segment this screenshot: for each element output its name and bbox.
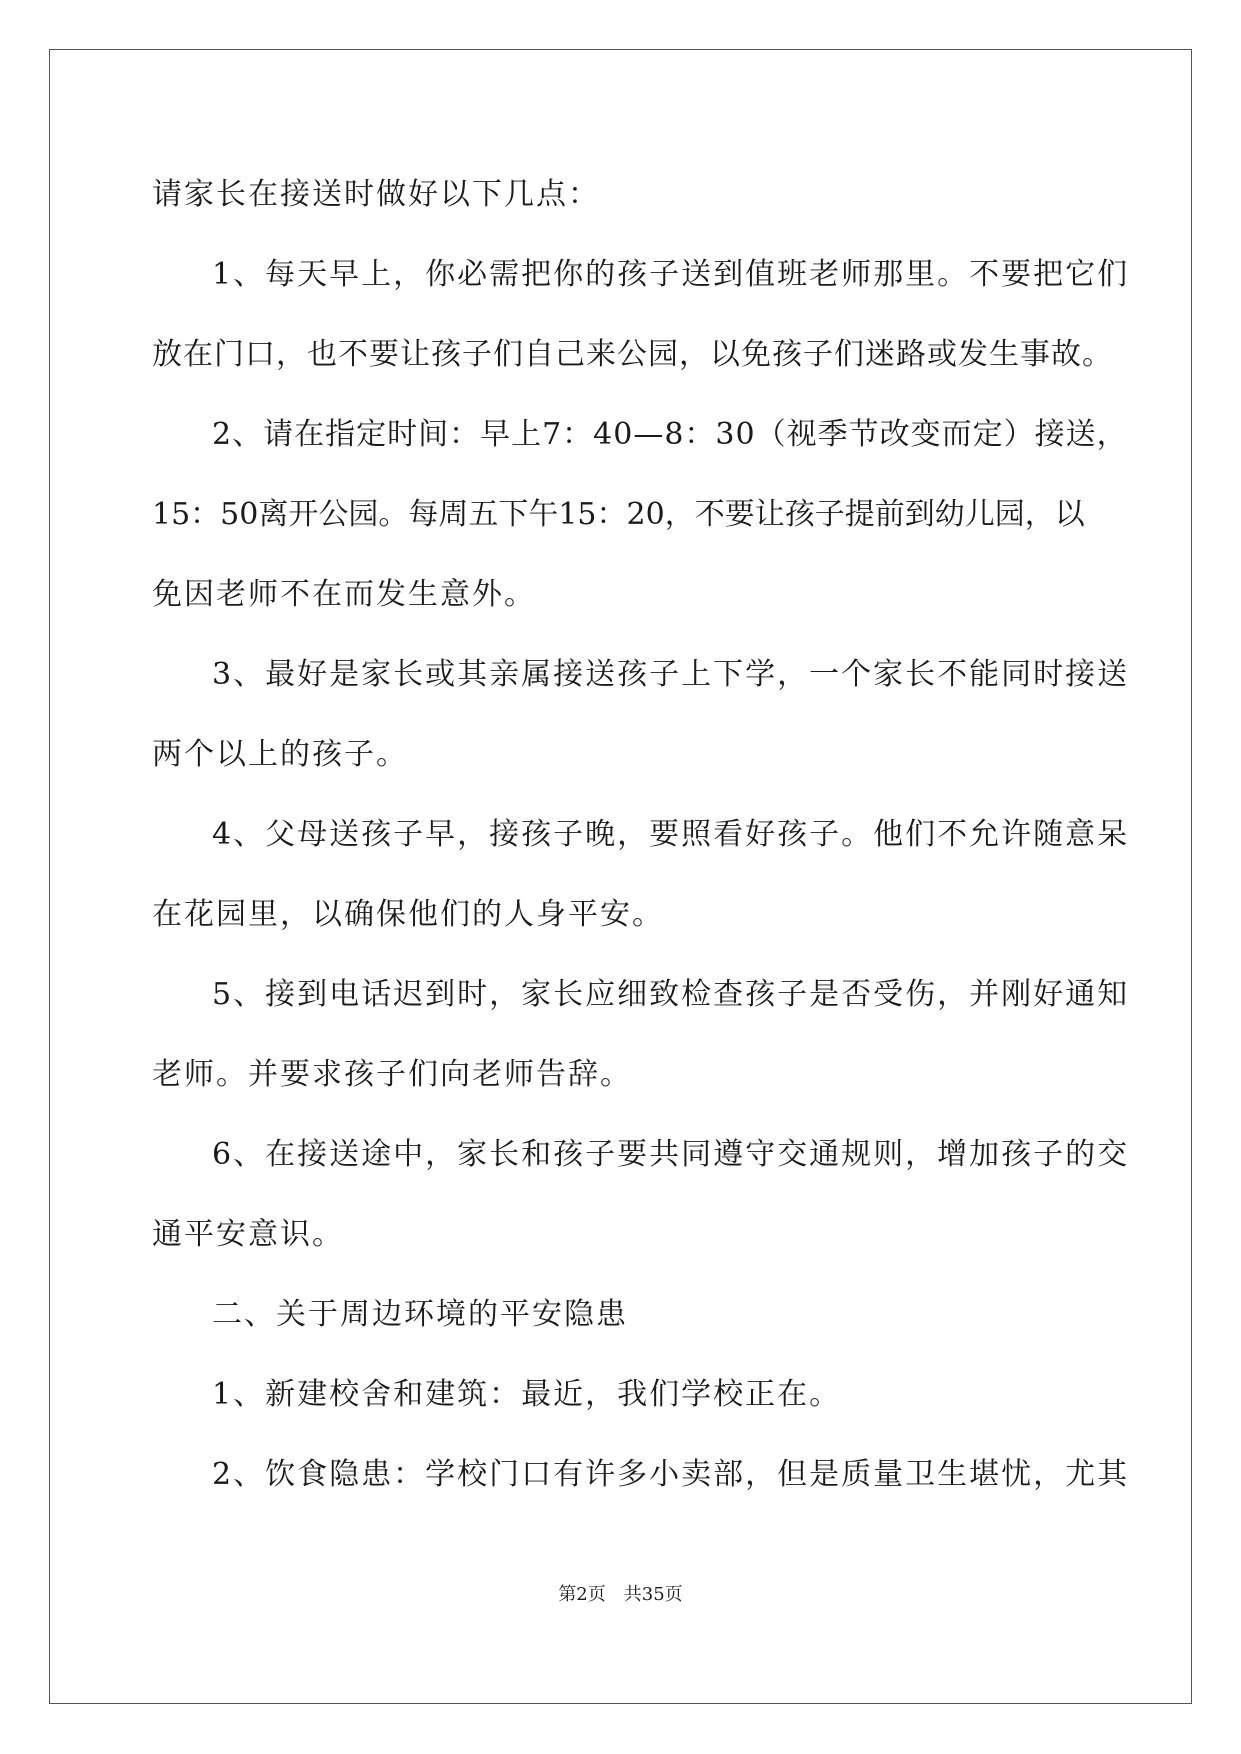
section-heading: 二、关于周边环境的平安隐患: [212, 1297, 628, 1332]
paragraph-line: 4、父母送孩子早，接孩子晚，要照看好孩子。他们不允许随意呆: [212, 817, 1130, 852]
page-footer: 第2页 共35页: [558, 1584, 683, 1605]
paragraph-line: 1、每天早上，你必需把你的孩子送到值班老师那里。不要把它们: [212, 257, 1130, 292]
paragraph-line: 放在门口，也不要让孩子们自己来公园，以免孩子们迷路或发生事故。: [152, 337, 1113, 372]
paragraph-line: 6、在接送途中，家长和孩子要共同遵守交通规则，增加孩子的交: [212, 1137, 1130, 1172]
paragraph-line: 在花园里，以确保他们的人身平安。: [152, 897, 664, 932]
paragraph-line: 3、最好是家长或其亲属接送孩子上下学，一个家长不能同时接送: [212, 657, 1130, 692]
paragraph-line: 1、新建校舍和建筑：最近，我们学校正在。: [212, 1377, 842, 1412]
paragraph-line: 老师。并要求孩子们向老师告辞。: [152, 1057, 632, 1092]
paragraph-line: 通平安意识。: [152, 1217, 344, 1252]
paragraph-line: 两个以上的孩子。: [152, 737, 408, 772]
paragraph-line: 免因老师不在而发生意外。: [152, 577, 536, 612]
paragraph-line: 2、饮食隐患：学校门口有许多小卖部，但是质量卫生堪忧，尤其: [212, 1457, 1130, 1492]
paragraph-line: 2、请在指定时间：早上7：40—8：30（视季节改变而定）接送，: [212, 417, 1128, 452]
paragraph-line: 15：50离开公园。每周五下午15：20，不要让孩子提前到幼儿园，以: [152, 497, 1085, 532]
paragraph-line: 请家长在接送时做好以下几点：: [152, 177, 600, 212]
paragraph-line: 5、接到电话迟到时，家长应细致检查孩子是否受伤，并刚好通知: [212, 977, 1130, 1012]
